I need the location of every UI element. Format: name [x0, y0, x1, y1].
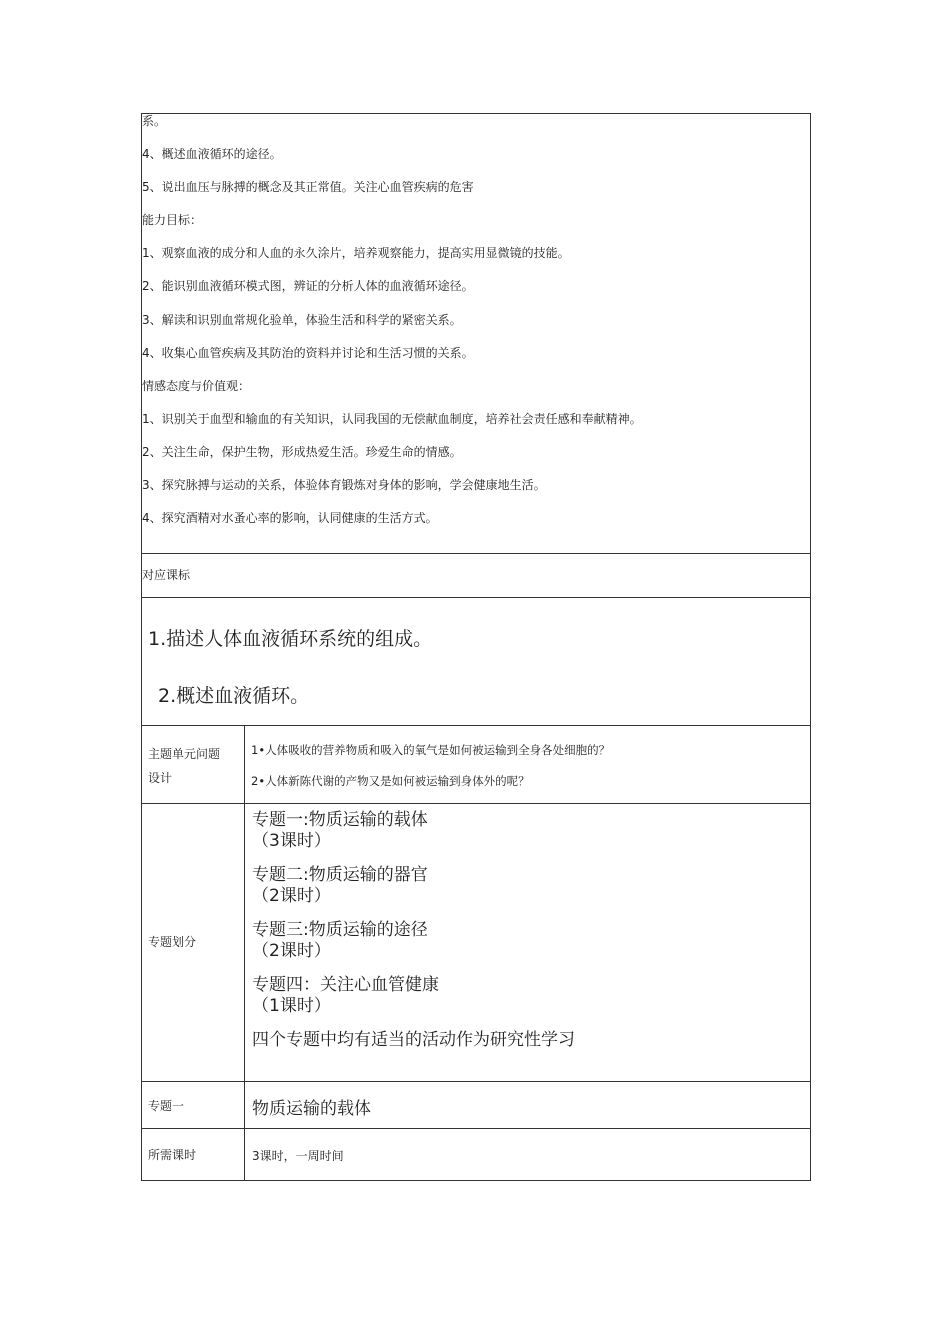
goal-line: 3、解读和识别血常规化验单，体验生活和科学的紧密关系。 — [142, 312, 462, 327]
topic-item: 专题三:物质运输的途径（2课时） — [252, 920, 428, 961]
goal-line: 4、概述血液循环的途径。 — [142, 147, 282, 162]
goals-row — [142, 114, 811, 554]
topic1-value: 物质运输的载体 — [245, 1082, 811, 1129]
topics-row — [142, 804, 811, 1082]
standards-header-row — [142, 554, 811, 598]
theme-questions-label-cell — [142, 726, 245, 804]
goal-line: 3、探究脉搏与运动的关系，体验体育锻炼对身体的影响，学会健康地生活。 — [142, 478, 546, 493]
goal-heading: 能力目标： — [142, 213, 203, 228]
goal-line: 2、能识别血液循环模式图，辨证的分析人体的血液循环途径。 — [142, 279, 474, 294]
standard-item: 2.概述血液循环。 — [158, 685, 310, 707]
goal-line: 4、探究酒精对水蚤心率的影响，认同健康的生活方式。 — [142, 511, 438, 526]
hours-row — [142, 1129, 811, 1181]
standards-label: 对应课标 — [142, 554, 811, 598]
goal-line: 系。 — [142, 114, 167, 128]
goal-line: 5、说出血压与脉搏的概念及其正常值。关注心血管疾病的危害 — [142, 180, 474, 195]
topics-label-cell — [142, 804, 245, 1082]
goal-line: 1、观察血液的成分和人血的永久涂片，培养观察能力，提高实用显微镜的技能。 — [142, 246, 570, 261]
goals-cell — [142, 114, 811, 554]
theme-questions-cell — [245, 726, 811, 804]
theme-question: 1•人体吸收的营养物质和吸入的氧气是如何被运输到全身各处细胞的？ — [251, 743, 611, 757]
theme-question: 2•人体新陈代谢的产物又是如何被运输到身体外的呢？ — [251, 774, 530, 788]
standards-cell — [142, 598, 811, 726]
standard-item: 1.描述人体血液循环系统的组成。 — [148, 628, 433, 650]
standards-body-row — [142, 598, 811, 726]
goal-line: 1、识别关于血型和输血的有关知识，认同我国的无偿献血制度，培养社会责任感和奉献精神。 — [142, 411, 642, 426]
theme-questions-row — [142, 726, 811, 804]
topic-item: 专题一:物质运输的载体（3课时） — [252, 810, 428, 851]
hours-label-cell — [142, 1129, 245, 1181]
goal-heading: 情感态度与价值观： — [142, 378, 251, 393]
goal-line: 2、关注生命，保护生物，形成热爱生活。珍爱生命的情感。 — [142, 444, 462, 459]
topics-note: 四个专题中均有适当的活动作为研究性学习 — [252, 1030, 575, 1050]
topic-item: 专题二:物质运输的器官（2课时） — [252, 865, 428, 906]
topics-label: 专题划分 — [148, 935, 197, 949]
theme-questions-label: 主题单元问题设计 — [148, 747, 221, 785]
topic1-row — [142, 1082, 811, 1129]
hours-label: 所需课时 — [148, 1148, 197, 1162]
topic1-label: 专题一 — [148, 1099, 185, 1113]
topics-cell — [245, 804, 811, 1082]
hours-value: 3课时，一周时间 — [245, 1129, 811, 1181]
plan-table — [141, 113, 811, 1181]
topic1-label-cell — [142, 1082, 245, 1129]
goal-line: 4、收集心血管疾病及其防治的资料并讨论和生活习惯的关系。 — [142, 345, 474, 360]
topic-item: 专题四：关注心血管健康（1课时） — [252, 975, 439, 1016]
